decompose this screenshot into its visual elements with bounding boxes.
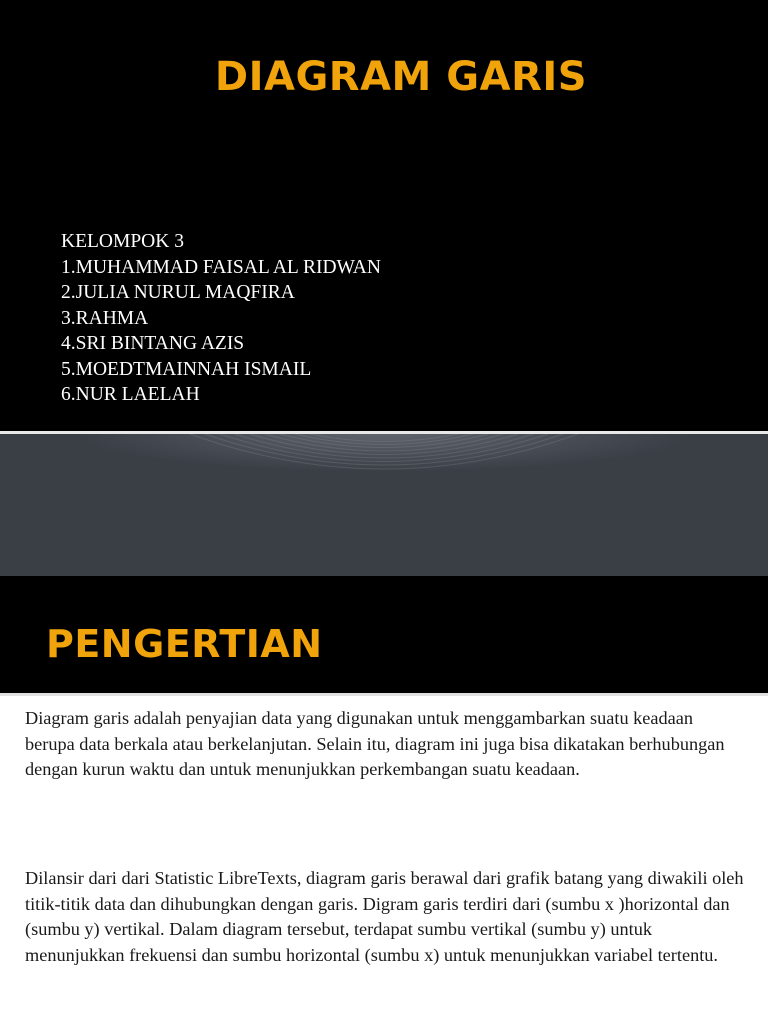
arc-pattern bbox=[0, 434, 768, 576]
decorative-band bbox=[0, 434, 768, 576]
group-label: KELOMPOK 3 bbox=[61, 231, 184, 252]
member-list bbox=[61, 229, 381, 408]
content-panel bbox=[0, 696, 768, 1024]
section-heading: PENGERTIAN bbox=[46, 622, 323, 666]
member-item: 4.SRI BINTANG AZIS bbox=[61, 333, 245, 354]
slide-pengertian bbox=[0, 576, 768, 1024]
member-item: 3.RAHMA bbox=[61, 307, 149, 329]
paragraph: Diagram garis adalah penyajian data yang digunakan untuk menggambarkan suatu keadaan berupa data berkala atau berkelanjutan. Selain itu, diagram ini juga bisa dikatakan berhubungan dengan kurun waktu dan untuk menunjukkan perkembangan suatu keadaan. bbox=[25, 708, 725, 779]
paragraph: Dilansir dari dari Statistic LibreTexts, diagram garis berawal dari grafik batang yang diwakili oleh titik-titik data dan dihubungkan dengan garis. Digram garis terdiri dari (sumbu x )horizontal dan (sumbu y) vertikal. Dalam diagram tersebut, terdapat sumbu vertikal (sumbu y) untuk menunjukkan frekuensi dan sumbu horizontal (sumbu x) untuk menunjukkan variabel tertentu. bbox=[25, 868, 744, 965]
member-item: 2.JULIA NURUL MAQFIRA bbox=[61, 282, 295, 303]
member-item: 1.MUHAMMAD FAISAL AL RIDWAN bbox=[61, 256, 381, 278]
member-item: 6.NUR LAELAH bbox=[61, 384, 200, 405]
slide-title-heading: DIAGRAM GARIS bbox=[214, 54, 588, 100]
member-item: 5.MOEDTMAINNAH ISMAIL bbox=[61, 358, 312, 380]
